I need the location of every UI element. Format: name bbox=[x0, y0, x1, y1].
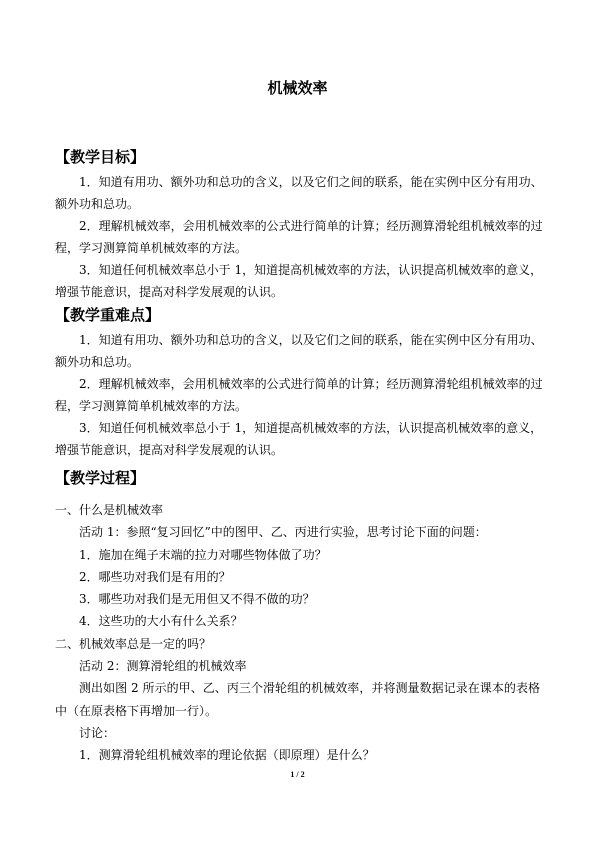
part-two-title: 二、机械效率总是一定的吗？ bbox=[55, 636, 212, 651]
question-item: 1．施加在绳子末端的拉力对哪些物体做了功？ bbox=[79, 547, 327, 562]
key-point-item bbox=[55, 330, 543, 373]
page-number: 1 / 2 bbox=[290, 770, 305, 779]
key-point-item-line: 1．知道有用功、额外功和总功的含义，以及它们之间的联系，能在实例中区分有用功、 bbox=[79, 333, 543, 347]
objective-item bbox=[55, 260, 543, 303]
key-points-section bbox=[55, 304, 543, 462]
objective-item-line: 程，学习测算简单机械效率的方法。 bbox=[55, 240, 248, 255]
part-one-title: 一、什么是机械效率 bbox=[55, 503, 164, 517]
teaching-process-heading: 【教学过程】 bbox=[55, 469, 146, 487]
question-item: 2．哪些功对我们是有用的？ bbox=[79, 569, 231, 584]
key-point-item bbox=[55, 374, 543, 417]
objective-item bbox=[55, 216, 543, 259]
document-title: 机械效率 bbox=[267, 79, 328, 97]
question-item: 4．这些功的大小有什么关系？ bbox=[79, 614, 243, 629]
teaching-objectives-section bbox=[55, 146, 543, 304]
question-item: 3．哪些功对我们是无用但又不得不做的功？ bbox=[79, 592, 315, 607]
teaching-objectives-heading: 【教学目标】 bbox=[55, 148, 146, 166]
key-point-item bbox=[55, 418, 543, 461]
objective-item-line: 1．知道有用功、额外功和总功的含义，以及它们之间的联系，能在实例中区分有用功、 bbox=[79, 175, 543, 189]
instruction-line: 中（在原表格下再增加一行）。 bbox=[55, 703, 218, 718]
instruction-line: 测出如图 2 所示的甲、乙、丙三个滑轮组的机械效率，并将测量数据记录在课本的表格 bbox=[79, 681, 540, 696]
activity-one-text: 活动 1：参照“复习回忆”中的图甲、乙、丙进行实验，思考讨论下面的问题： bbox=[79, 525, 487, 540]
key-points-heading: 【教学重难点】 bbox=[55, 306, 161, 324]
objective-item-line: 2．理解机械效率，会用机械效率的公式进行简单的计算；经历测算滑轮组机械效率的过 bbox=[79, 219, 543, 233]
objective-item-line: 额外功和总功。 bbox=[55, 196, 140, 211]
activity-two-text: 活动 2：测算滑轮组的机械效率 bbox=[79, 659, 247, 674]
discussion-label: 讨论： bbox=[79, 725, 116, 740]
teaching-process-section bbox=[55, 467, 540, 767]
key-point-item-line: 3．知道任何机械效率总小于 1，知道提高机械效率的方法，认识提高机械效率的意义， bbox=[79, 421, 543, 435]
objective-item-line: 3．知道任何机械效率总小于 1，知道提高机械效率的方法，认识提高机械效率的意义， bbox=[79, 263, 543, 277]
key-point-item-line: 额外功和总功。 bbox=[55, 354, 140, 369]
key-point-item-line: 增强节能意识，提高对科学发展观的认识。 bbox=[55, 442, 284, 457]
objective-item bbox=[55, 172, 543, 215]
key-point-item-line: 程，学习测算简单机械效率的方法。 bbox=[55, 398, 248, 413]
discussion-question: 1．测算滑轮组机械效率的理论依据（即原理）是什么？ bbox=[79, 748, 375, 763]
objective-item-line: 增强节能意识，提高对科学发展观的认识。 bbox=[55, 284, 284, 299]
key-point-item-line: 2．理解机械效率，会用机械效率的公式进行简单的计算；经历测算滑轮组机械效率的过 bbox=[79, 377, 543, 391]
